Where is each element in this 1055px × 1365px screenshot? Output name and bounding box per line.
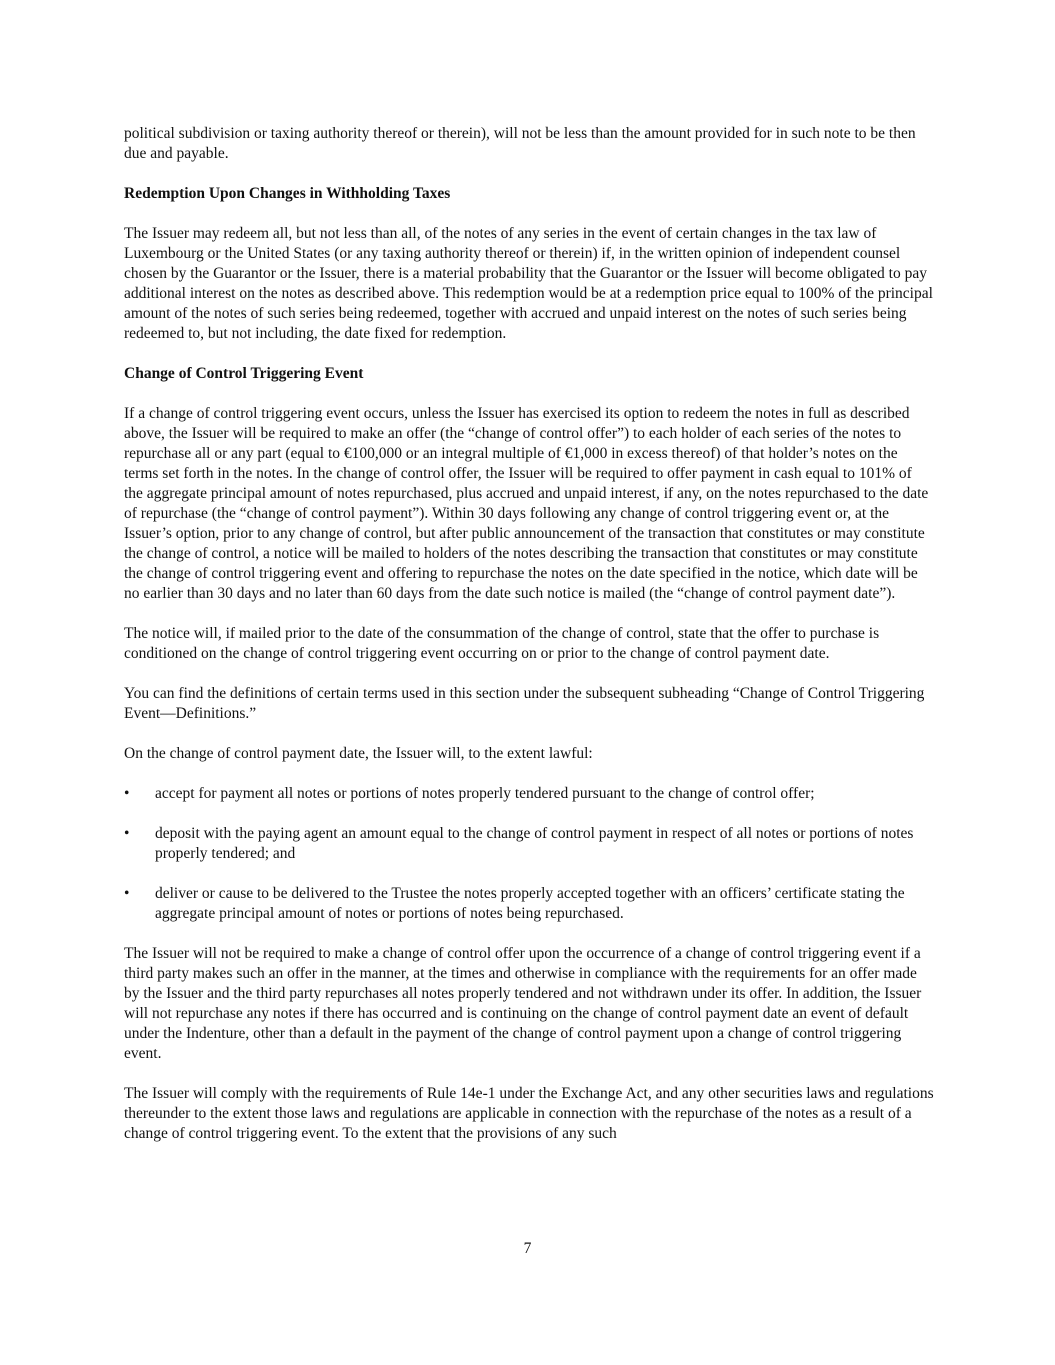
list-item (124, 884, 934, 924)
list-item-text: accept for payment all notes or portions of notes properly tendered pursuant to the change of control offer; (155, 785, 815, 802)
bullet-icon: • (124, 885, 130, 902)
paragraph-withholding-redemption: The Issuer may redeem all, but not less than all, of the notes of any series in the event of certain changes in the tax law of Luxembourg or the United States (or any taxing authority thereof or therein) if, in the written opinion of independent counsel chosen by the Guarantor or the Issuer, there is a material probability that the Guarantor or the Issuer will become obligated to pay additional interest on the notes as described above. This redemption would be at a redemption price equal to 100% of the principal amount of the notes of such series being redeemed, together with accrued and unpaid interest on the notes of such series being redeemed to, but not including, the date fixed for redemption. (124, 225, 933, 342)
section-heading-withholding-taxes: Redemption Upon Changes in Withholding Taxes (124, 185, 451, 202)
paragraph-rule-14e1: The Issuer will comply with the requirements of Rule 14e-1 under the Exchange Act, and any other securities laws and regulations thereunder to the extent those laws and regulations are applicable in connection with the repurchase of the notes as a result of a change of control triggering event. To the extent that the provisions of any such (124, 1085, 934, 1142)
paragraph-change-of-control-offer: If a change of control triggering event occurs, unless the Issuer has exercised its option to redeem the notes in full as described above, the Issuer will be required to make an offer (the “change of control offer”) to each holder of each series of the notes to repurchase all or any part (equal to €100,000 or an integral multiple of €1,000 in excess thereof) of that holder’s notes on the terms set forth in the notes. In the change of control offer, the Issuer will be required to offer payment in cash equal to 101% of the aggregate principal amount of notes repurchased, plus accrued and unpaid interest, if any, on the notes repurchased to the date of repurchase (the “change of control payment”). Within 30 days following any change of control triggering event or, at the Issuer’s option, prior to any change of control, but after public announcement of the transaction that constitutes or may constitute the change of control, a notice will be mailed to holders of the notes describing the transaction that constitutes or may constitute the change of control triggering event and offering to repurchase the notes on the date specified in the notice, which date will be no earlier than 30 days and no later than 60 days from the date such notice is mailed (the “change of control payment date”). (124, 405, 929, 602)
paragraph-continuation: political subdivision or taxing authority thereof or therein), will not be less than the amount provided for in such note to be then due and payable. (124, 125, 916, 162)
section-heading-change-of-control: Change of Control Triggering Event (124, 365, 364, 382)
paragraph-definitions-reference: You can find the definitions of certain terms used in this section under the subsequent subheading “Change of Control Triggering Event—Definitions.” (124, 685, 925, 722)
bullet-list (124, 784, 934, 924)
list-item (124, 784, 934, 804)
list-item-text: deposit with the paying agent an amount equal to the change of control payment in respect of all notes or portions of notes properly tendered; and (155, 825, 914, 862)
paragraph-notice: The notice will, if mailed prior to the date of the consummation of the change of control, state that the offer to purchase is conditioned on the change of control triggering event occurring on or prior to the change of control payment date. (124, 625, 880, 662)
page-number: 7 (523, 1240, 532, 1257)
paragraph-payment-date-intro: On the change of control payment date, the Issuer will, to the extent lawful: (124, 745, 593, 762)
bullet-icon: • (124, 785, 130, 802)
bullet-icon: • (124, 825, 130, 842)
list-item (124, 824, 934, 864)
document-body (124, 124, 934, 1164)
list-item-text: deliver or cause to be delivered to the Trustee the notes properly accepted together with an officers’ certificate stating the aggregate principal amount of notes or portions of notes being repurchased. (155, 885, 905, 922)
paragraph-third-party-offer: The Issuer will not be required to make a change of control offer upon the occurrence of a change of control triggering event if a third party makes such an offer in the manner, at the times and otherwise in compliance with the requirements for an offer made by the Issuer and the third party repurchases all notes properly tendered and not withdrawn under its offer. In addition, the Issuer will not repurchase any notes if there has occurred and is continuing on the change of control payment date an event of default under the Indenture, other than a default in the payment of the change of control payment upon a change of control triggering event. (124, 945, 922, 1062)
